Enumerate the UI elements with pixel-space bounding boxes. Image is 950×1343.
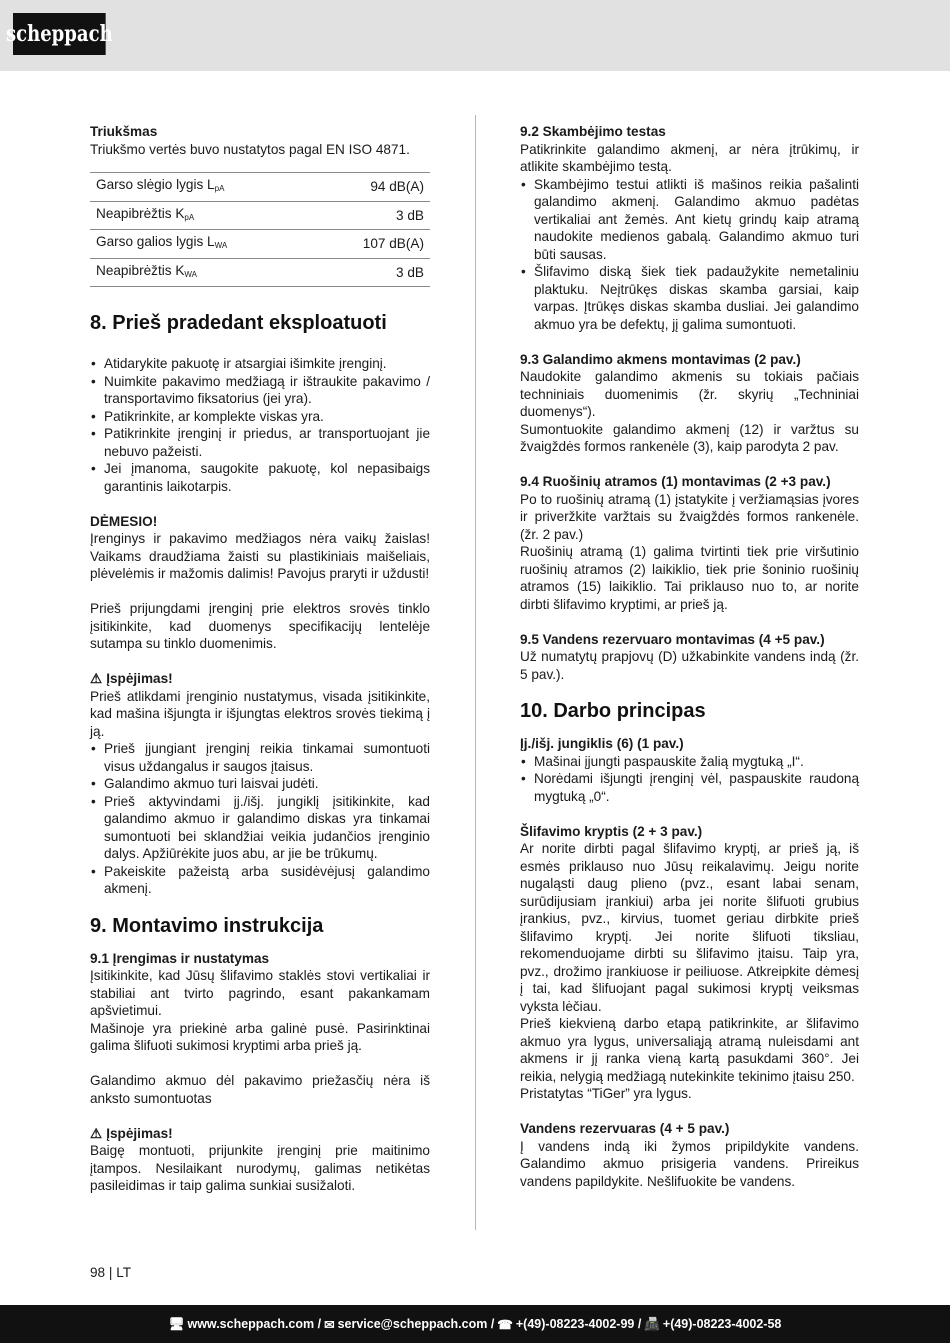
- section-9-3-text: Naudokite galandimo akmenis su tokiais pačiais techniniais duomenimis (žr. skyrių „Techniniai duomenys“).: [520, 369, 859, 419]
- warning-text: Baigę montuoti, prijunkite įrenginį prie maitinimo įtampos. Nesilaikant nurodymų, galimas netikėtas pasileidimas ir taip galima sunkiai susižaloti.: [90, 1143, 430, 1193]
- column-divider: [475, 115, 476, 1230]
- page-header: [0, 0, 950, 71]
- right-column: [520, 123, 859, 1190]
- list-item: • Šlifavimo diską šiek tiek padaužykite nemetaliniu plaktuku. Neįtrūkęs diskas skamba garsiai, kaip varpas. Įtrūkęs diskas skamba dusliai. Jei galandimo akmuo yra be defektų, jį galima sumontuoti.: [520, 263, 859, 333]
- left-column: [90, 123, 430, 1195]
- section-9-4-text: Po to ruošinių atramą (1) įstatykite į veržiamąsias įvores ir priveržkite varžtais su žvaigždės formos rankenėle. (žr. 2 pav.): [520, 491, 859, 542]
- attention-heading: DĖMESIO!: [90, 513, 158, 529]
- noise-table: [90, 172, 430, 287]
- section-9-4-heading: 9.4 Ruošinių atramos (1) montavimas (2 +3 pav.): [520, 474, 831, 489]
- warning-text: Prieš atlikdami įrenginio nustatymus, visada įsitikinkite, kad mašina išjungta ir išjungtas elektros srovės tiekimą į ją.: [90, 688, 430, 739]
- connect-text: Prieš prijungdami įrenginį prie elektros srovės tinklo įsitikinkite, kad duomenys specifikacijų lentelėje sutampa su tinklo duomenimis.: [90, 601, 430, 651]
- switch-list: [520, 753, 859, 806]
- direction-text: Pristatytas “TiGer” yra lygus.: [520, 1086, 692, 1101]
- section-9-2-heading: 9.2 Skambėjimo testas: [520, 124, 666, 139]
- direction-text: Prieš kiekvieną darbo etapą patikrinkite, ar šlifavimo akmuo yra lygus, universaliąją atramą nuleisdami ant akmens ir jį ranka vieną kartą pasukdami 360°. Jei reikia, nelygią medžiagą nutekinkite tekinimo įtaisu 250.: [520, 1016, 859, 1084]
- section-9-5-heading: 9.5 Vandens rezervuaro montavimas (4 +5 pav.): [520, 631, 825, 647]
- section-9-2-text: Patikrinkite galandimo akmenį, ar nėra įtrūkimų, ir atlikite skambėjimo testą.: [520, 141, 859, 174]
- list-item: • Atidarykite pakuotę ir atsargiai išimkite įrenginį.: [90, 355, 430, 373]
- noise-value: 3 dB: [315, 201, 430, 230]
- noise-label: Neapibrėžtis $K_{WA}$: [90, 258, 315, 287]
- noise-text: Triukšmo vertės buvo nustatytos pagal EN ISO 4871.: [90, 141, 410, 157]
- list-item: • Prieš aktyvindami įj./išj. jungiklį įsitikinkite, kad galandimo akmuo ir galandimo diskas yra tinkamai sumontuoti bei sklandžiai veikia judančios įrenginio dalys. Apžiūrėkite juos abu, ar jie be trūkumų.: [90, 793, 430, 863]
- list-item: • Prieš įjungiant įrenginį reikia tinkamai sumontuoti visus uždangalus ir saugos įtaisus.: [90, 740, 430, 775]
- noise-value: 94 dB(A): [315, 173, 430, 202]
- table-row: [90, 258, 430, 287]
- direction-heading: Šlifavimo kryptis (2 + 3 pav.): [520, 823, 703, 839]
- warning-list: [90, 740, 430, 898]
- list-item: • Mašinai įjungti paspauskite žalią mygtuką „I“.: [520, 753, 859, 771]
- noise-label: Garso slėgio lygis $L_{pA}$: [90, 173, 315, 202]
- noise-label: Garso galios lygis $L_{WA}$: [90, 230, 315, 259]
- warning-triangle-icon: ⚠: [90, 1125, 103, 1141]
- noise-label: Neapibrėžtis $K_{pA}$: [90, 201, 315, 230]
- list-item: • Galandimo akmuo turi laisvai judėti.: [90, 775, 430, 793]
- table-row: [90, 201, 430, 230]
- warning-heading: ⚠ Įspėjimas!: [90, 1125, 173, 1141]
- tank-heading: Vandens rezervuaras (4 + 5 pav.): [520, 1121, 730, 1136]
- direction-text: Ar norite dirbti pagal šlifavimo kryptį, ar prieš ją, iš esmės priklauso nuo Jūsų reikalavimų. Jeigu norite nugaląsti daug plieno (pvz., esant labai senam, surūdijusiam įrankiui) arba jei norite šlifuoti grubius įrankius, pvz., kirvius, tuomet geriau dirbkite prieš šlifavimo kryptį. Jei norite šlifuoti tiksliau, rekomenduojame dirbti su šlifavimo įtaisu. Taip yra, pvz., drožimo įrankiuose ir peiliuose. Atkreipkite dėmesį į tai, kad šlifuojant pagal sukimosi kryptį veiksmas vyksta lėčiau.: [520, 841, 859, 1014]
- mail-icon: ✉: [324, 1317, 335, 1332]
- section-10-heading: 10. Darbo principas: [520, 700, 706, 722]
- section-9-3-text: Sumontuokite galandimo akmenį (12) ir varžtus su žvaigždės formos rankenėle (3), kaip parodyta 2 pav.: [520, 421, 859, 454]
- phone-icon: ☎: [497, 1317, 513, 1332]
- page-number: 98 | LT: [90, 1265, 132, 1280]
- section-9-4-text: Ruošinių atramą (1) galima tvirtinti tiek prie viršutinio ruošinių atramos (2) laikiklio, tiek prie šoninio ruošinių atramos (15) laikiklio. Tai priklauso nuo to, ar norite dirbti šlifavimo kryptimi, ar prieš ją.: [520, 544, 859, 612]
- tank-text: Į vandens indą iki žymos pripildykite vandens. Galandimo akmuo prisigeria vandens. Prireikus vandens papildykite. Nešlifuokite be vandens.: [520, 1138, 859, 1189]
- list-item: • Pakeiskite pažeistą arba susidėvėjusį galandimo akmenį.: [90, 863, 430, 898]
- footer-phone: +(49)-08223-4002-99 /: [515, 1317, 642, 1331]
- section-9-2-list: [520, 176, 859, 334]
- switch-heading: Įj./išj. jungiklis (6) (1 pav.): [520, 736, 684, 751]
- section-9-5-text: Už numatytų prapjovų (D) užkabinkite vandens indą (žr. 5 pav.).: [520, 649, 859, 682]
- section-9-1-text: Įsitikinkite, kad Jūsų šlifavimo staklės stovi vertikaliai ir stabiliai ant tvirto pagrindo, esant pakankamam apšvietimui.: [90, 968, 430, 1018]
- section-9-1-text: Mašinoje yra priekinė arba galinė pusė. Pasirinktinai galima šlifuoti sukimosi kryptimi arba prieš ją.: [90, 1020, 430, 1053]
- scheppach-logo: scheppach: [13, 13, 106, 55]
- footer-web-link[interactable]: www.scheppach.com /: [187, 1317, 322, 1331]
- section-9-heading: 9. Montavimo instrukcija: [90, 914, 324, 937]
- list-item: • Nuimkite pakavimo medžiagą ir ištraukite pakavimo / transportavimo fiksatorius (jei yra).: [90, 373, 430, 408]
- noise-heading: Triukšmas: [90, 124, 158, 139]
- list-item: • Patikrinkite, ar komplekte viskas yra.: [90, 408, 430, 426]
- warning-heading: ⚠ Įspėjimas!: [90, 671, 173, 686]
- list-item: • Skambėjimo testui atlikti iš mašinos reikia pašalinti galandimo akmenį. Galandimo akmuo padėtas vertikaliai ant žemės. Ant kietų grindų kaip atramą naudokite medienos gabalą. Galandimo akmuo turi būti sausas.: [520, 176, 859, 264]
- attention-text: Įrenginys ir pakavimo medžiagos nėra vaikų žaislas! Vaikams draudžiama žaisti su plastikiniais maišeliais, plėvelėmis ir mažomis dalimis! Pavojus praryti ir uždusti!: [90, 531, 430, 581]
- section-9-3-heading: 9.3 Galandimo akmens montavimas (2 pav.): [520, 351, 801, 367]
- section-9-1-text: Galandimo akmuo dėl pakavimo priežasčių nėra iš anksto sumontuotas: [90, 1073, 430, 1106]
- list-item: • Norėdami išjungti įrenginį vėl, paspauskite raudoną mygtuką „0“.: [520, 770, 859, 805]
- warning-triangle-icon: ⚠: [90, 671, 103, 686]
- footer-email-link[interactable]: service@scheppach.com /: [337, 1317, 495, 1331]
- section-9-1-heading: 9.1 Įrengimas ir nustatymas: [90, 950, 270, 966]
- list-item: • Patikrinkite įrenginį ir priedus, ar transportuojant jie nebuvo pažeisti.: [90, 425, 430, 460]
- table-row: [90, 173, 430, 202]
- list-item: • Jei įmanoma, saugokite pakuotę, kol nepasibaigs garantinis laikotarpis.: [90, 460, 430, 495]
- noise-value: 3 dB: [315, 258, 430, 287]
- section-8-heading: 8. Prieš pradedant eksploatuoti: [90, 312, 387, 334]
- page-footer: [0, 1305, 950, 1343]
- fax-icon: 📠: [644, 1316, 660, 1331]
- footer-fax: +(49)-08223-4002-58: [662, 1317, 782, 1331]
- monitor-icon: 🖥: [168, 1316, 185, 1331]
- table-row: [90, 230, 430, 259]
- noise-value: 107 dB(A): [315, 230, 430, 259]
- section-8-list: [90, 355, 430, 495]
